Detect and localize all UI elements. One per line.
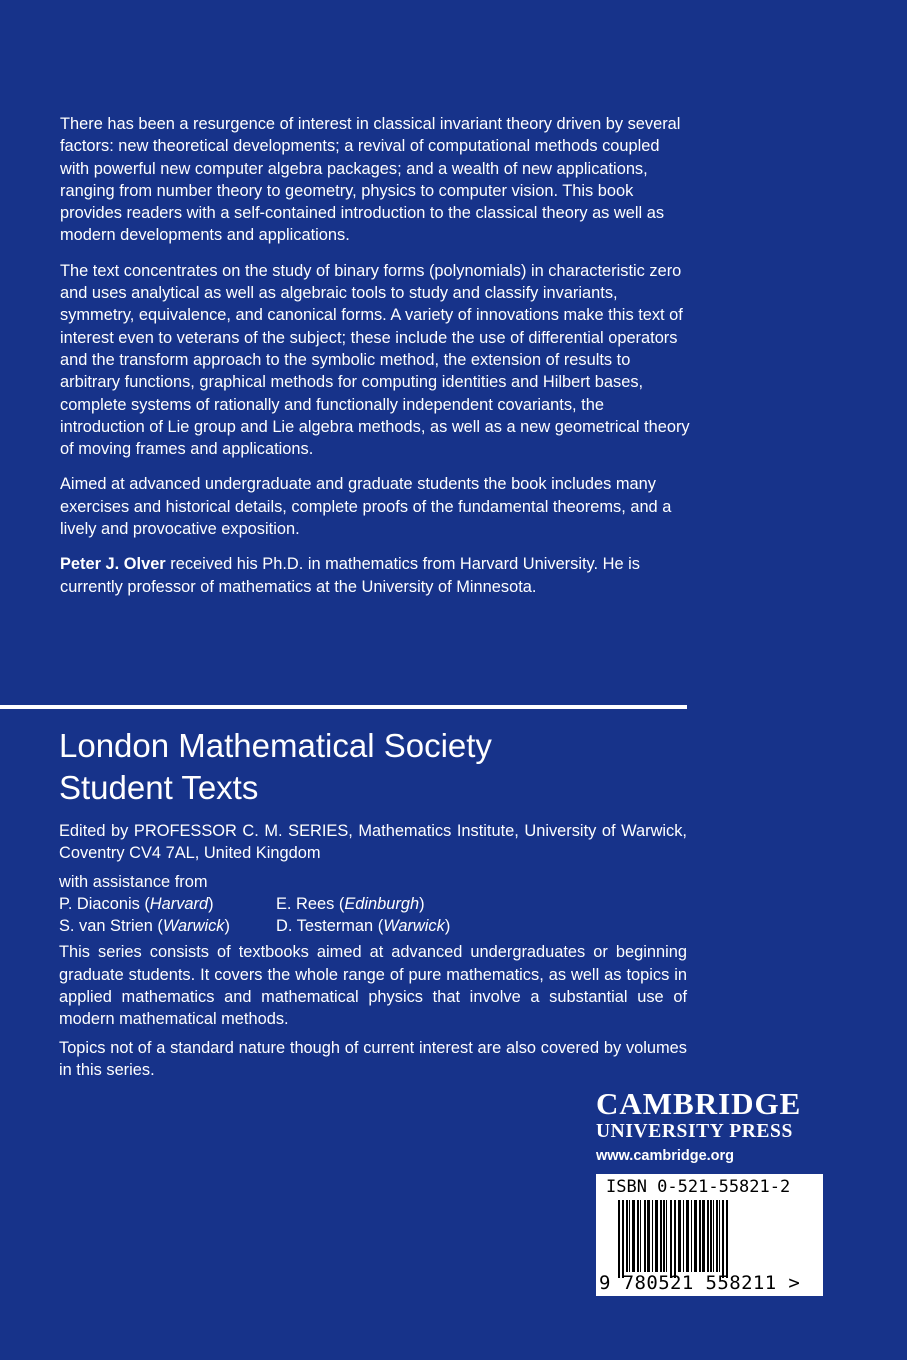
assistant: E. Rees (Edinburgh) (276, 894, 425, 913)
isbn-number: ISBN 0-521-55821-2 (606, 1177, 791, 1197)
blurb-paragraph-1: There has been a resurgence of interest in classical invariant theory driven by several factors: new theoretical developments; a revival of computational methods coupled with powerful new computer algebra packages; and a wealth of new applications, ranging from number theory to geometry, physics to computer vision. This book provides readers with a self-contained introduction to the classical theory as well as modern developments and applications. (60, 115, 681, 245)
divider-rule (0, 705, 687, 709)
series-info (59, 820, 687, 1087)
assistance-label: with assistance from (59, 872, 208, 891)
author-bio (60, 553, 690, 598)
series-topics: Topics not of a standard nature though of current interest are also covered by volumes in this series. (59, 1038, 687, 1079)
publisher-subname: UNIVERSITY PRESS (596, 1121, 793, 1142)
author-name: Peter J. Olver (60, 555, 166, 574)
publisher-url: www.cambridge.org (596, 1148, 735, 1164)
assistants-list (59, 893, 687, 938)
barcode-digits: 9 780521 558211 > (599, 1272, 801, 1294)
author-bio-text: received his Ph.D. in mathematics from Harvard University. He is currently professor of mathematics at the University of Minnesota. (60, 555, 640, 596)
blurb-paragraph-3: Aimed at advanced undergraduate and graduate students the book includes many exercises and historical details, complete proofs of the fundamental theorems, and a lively and provocative exposition. (60, 475, 672, 539)
book-blurb (60, 113, 690, 611)
series-title (59, 725, 699, 809)
assistant: P. Diaconis (Harvard) (59, 894, 214, 913)
series-editor: Edited by PROFESSOR C. M. SERIES, Mathematics Institute, University of Warwick, Coventry CV4 7AL, United Kingdom (59, 822, 687, 863)
blurb-paragraph-2: The text concentrates on the study of binary forms (polynomials) in characteristic zero and uses analytical as well as algebraic tools to study and classify invariants, symmetry, equivalence, and canonical forms. A variety of innovations make this text of interest even to veterans of the subject; these include the use of differential operators and the transform approach to the symbolic method, the extension of results to arbitrary functions, graphical methods for computing identities and Hilbert bases, complete systems of rationally and functionally independent covariants, the introduction of Lie group and Lie algebra methods, as well as a new geometrical theory of moving frames and applications. (60, 261, 690, 459)
barcode (596, 1174, 823, 1296)
assistant: S. van Strien (Warwick) (59, 917, 230, 936)
assistant: D. Testerman (Warwick) (276, 917, 451, 936)
series-title-line-2: Student Texts (59, 769, 259, 806)
publisher-name: CAMBRIDGE (596, 1086, 802, 1121)
series-description: This series consists of textbooks aimed at advanced undergraduates or beginning graduate students. It covers the whole range of pure mathematics, as well as topics in applied mathematics and mathematical physics that involve a substantial use of modern mathematical methods. (59, 943, 687, 1029)
series-title-line-1: London Mathematical Society (59, 727, 492, 764)
publisher-logo (596, 1087, 836, 1167)
